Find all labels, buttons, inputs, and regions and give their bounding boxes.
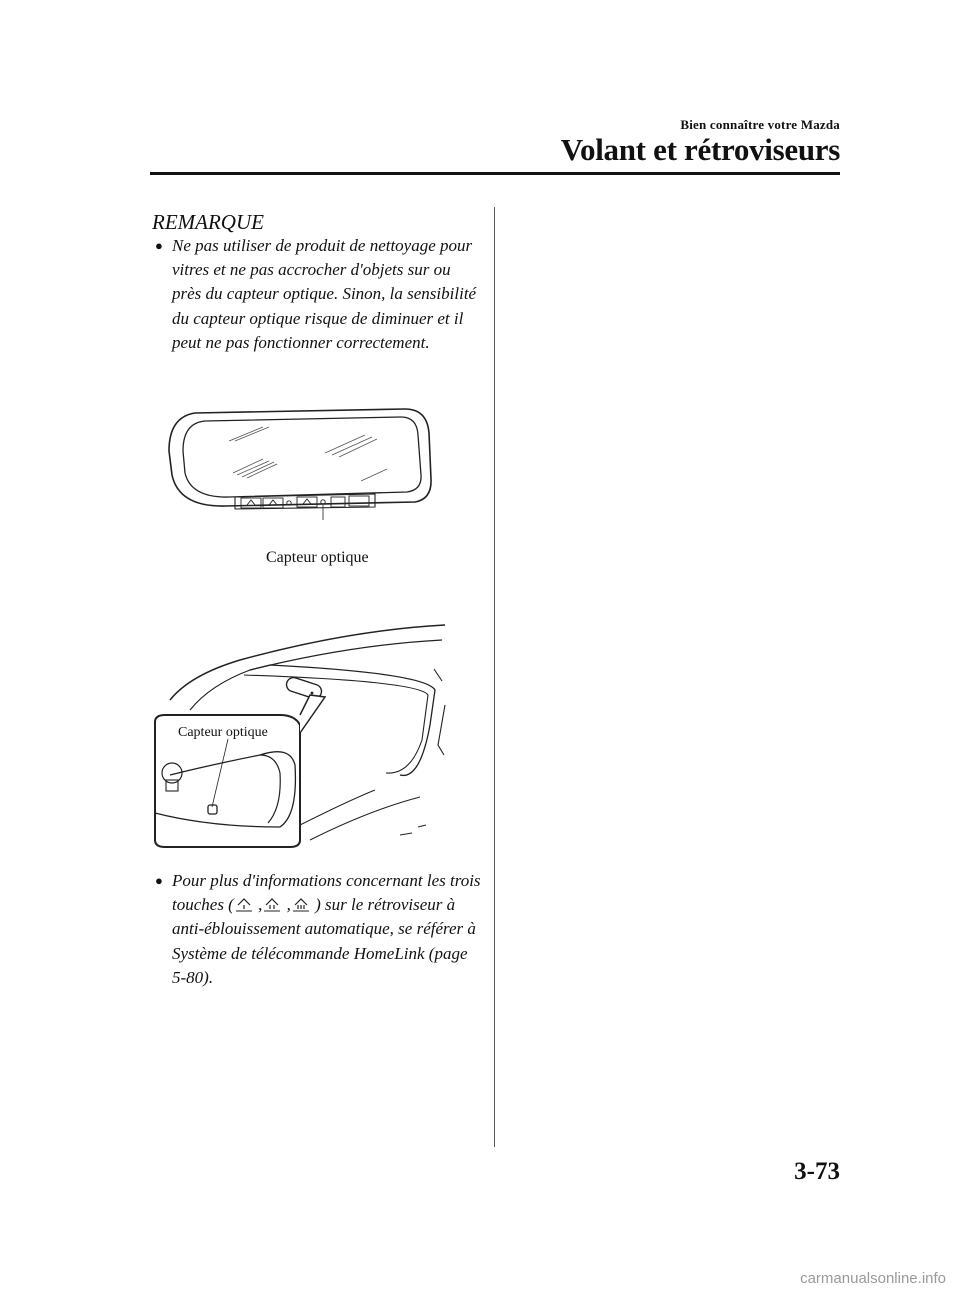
figure-caption-mirror: Capteur optique: [266, 549, 369, 566]
note-bullet-text: [172, 869, 482, 990]
bullet-dot-icon: ●: [155, 873, 163, 888]
note-bullet: [152, 869, 482, 990]
bullet-separator: ,: [286, 895, 291, 915]
note-bullet: [152, 234, 482, 355]
note-heading: REMARQUE: [152, 210, 264, 234]
mirror-illustration: [165, 405, 435, 520]
homelink-button-1-icon: [234, 896, 254, 912]
figure-caption-windshield: Capteur optique: [178, 725, 268, 740]
page-number: 3-73: [794, 1158, 840, 1185]
bullet-separator: ,: [258, 895, 263, 915]
section-label: Bien connaître votre Mazda: [680, 117, 840, 132]
bullet-text-part: Pour plus d'informations concernant les trois touches (: [172, 871, 481, 915]
header-rule: [150, 172, 840, 175]
homelink-button-3-icon: [291, 896, 311, 912]
note-bullet-text: Ne pas utiliser de produit de nettoyage pour vitres et ne pas accrocher d'objets sur ou près du capteur optique. Sinon, la sensibilité du capteur optique risque de diminuer et il peut ne pas fonctionner correctement.: [172, 236, 477, 352]
watermark: carmanualsonline.info: [800, 1270, 946, 1287]
homelink-button-2-icon: [262, 896, 282, 912]
bullet-dot-icon: ●: [155, 238, 163, 253]
bullet-text-part: ) sur le rétroviseur à anti-éblouissement automatique, se référer à Système de télécommande HomeLink (page 5-80).: [172, 895, 476, 987]
page-title: Volant et rétroviseurs: [560, 132, 840, 167]
column-divider: [494, 207, 495, 1147]
